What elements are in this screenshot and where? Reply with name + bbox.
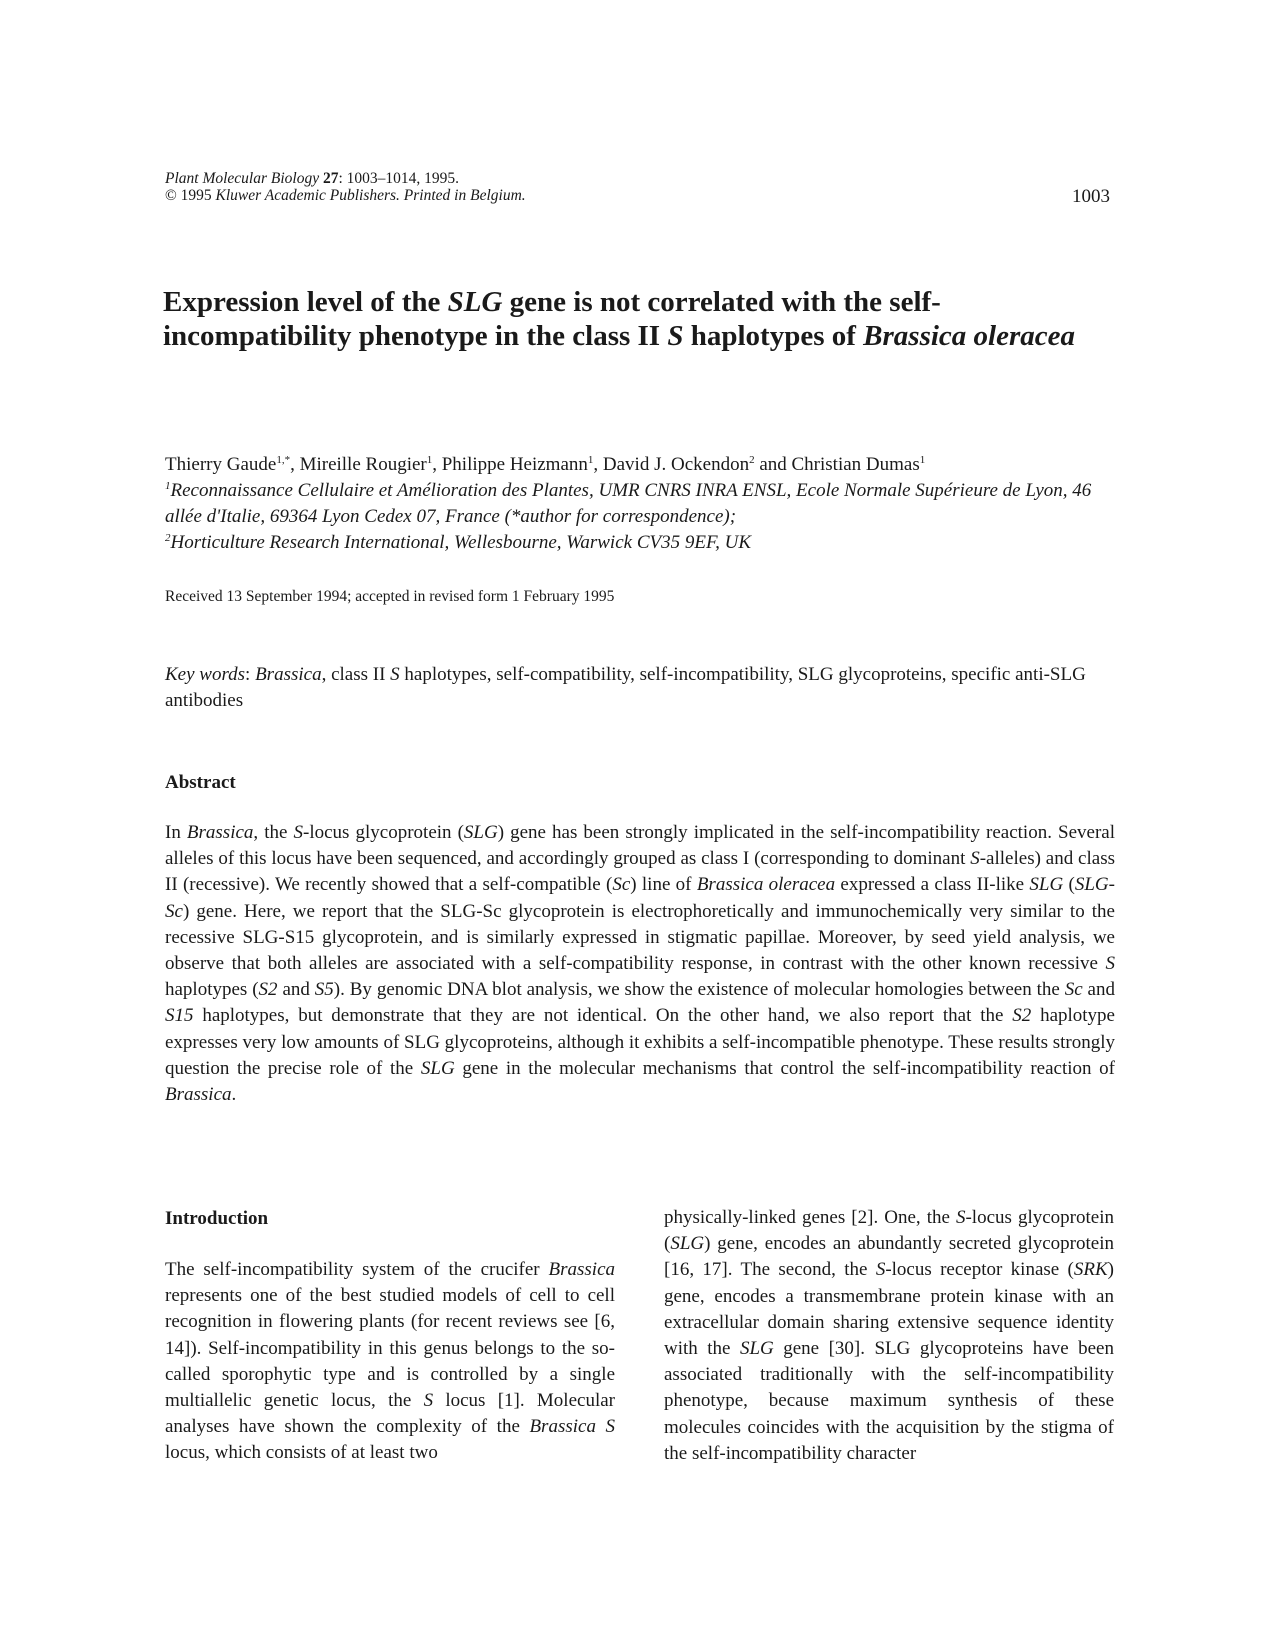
journal-pages-year: : 1003–1014, 1995. [338, 170, 460, 187]
paper-title [163, 285, 1123, 353]
introduction-column-left: The self-incompatibility system of the crucifer Brassica represents one of the best studied models of cell to cell recognition in flowering plants (for recent reviews see [6, 14]). Self-incompatibility in this genus belongs to the so-called sporophytic type and is controlled by a single multiallelic genetic locus, the S locus [1]. Molecular analyses have shown the complexity of the Brassica S locus, which consists of at least two [165, 1259, 615, 1464]
keyword: S [390, 664, 400, 685]
author-affil-mark: 2 [749, 454, 755, 466]
received-dates: Received 13 September 1994; accepted in revised form 1 February 1995 [165, 588, 615, 605]
author-affil-mark: 1,* [276, 454, 291, 466]
affiliation-1: Reconnaissance Cellulaire et Amélioration des Plantes, UMR CNRS INRA ENSL, Ecole Normale Supérieure de Lyon, 46 allée d'Italie, 69364 Lyon Cedex 07, France (*author for correspondence); [165, 480, 1092, 527]
keywords [165, 662, 1115, 714]
author-name: , Philippe Heizmann [432, 454, 588, 475]
keyword: haplotypes, self-compatibility, self-incompatibility, SLG glycoproteins, specific anti-SLG antibodies [165, 664, 1086, 711]
introduction-column-right: physically-linked genes [2]. One, the S-locus glycoprotein (SLG) gene, encodes an abundantly secreted glycoprotein [16, 17]. The second, the S-locus receptor kinase (SRK) gene, encodes a transmembrane protein kinase with an extracellular domain sharing extensive sequence identity with the SLG gene [30]. SLG glycoproteins have been associated traditionally with the self-incompatibility phenotype, because maximum synthesis of these molecules coincides with the acquisition by the stigma of the self-incompatibility character [664, 1207, 1114, 1464]
title-species: Brassica oleracea [863, 320, 1075, 352]
copyright-symbol: © [165, 187, 177, 204]
author-name: Thierry Gaude [165, 454, 277, 475]
affiliation-mark: 1 [165, 480, 171, 492]
journal-name: Plant Molecular Biology [165, 170, 320, 187]
author-name: and Christian Dumas [754, 454, 920, 475]
title-text: haplotypes of [683, 320, 864, 352]
affiliation-2: Horticulture Research International, Wellesbourne, Warwick CV35 9EF, UK [170, 532, 752, 553]
title-gene: SLG [447, 286, 503, 318]
author-list [165, 452, 1125, 478]
abstract-heading: Abstract [165, 772, 236, 793]
author-affil-mark: 1 [919, 454, 926, 466]
keywords-label: Key words [165, 664, 246, 685]
affiliation-mark: 2 [165, 532, 171, 544]
author-name: , Mireille Rougier [290, 454, 427, 475]
journal-header [165, 170, 526, 204]
page-number: 1003 [1072, 186, 1110, 207]
keyword: Brassica [255, 664, 322, 685]
title-text: Expression level of the [163, 286, 448, 318]
title-s: S [667, 320, 684, 352]
journal-volume: 27 [322, 170, 339, 187]
author-affil-mark: 1 [587, 454, 594, 466]
keywords-colon: : [245, 664, 256, 685]
keyword: , class II [321, 664, 391, 685]
author-name: , David J. Ockendon [593, 454, 750, 475]
affiliations [165, 478, 1125, 556]
introduction-heading: Introduction [165, 1208, 269, 1229]
publisher-line: Kluwer Academic Publishers. Printed in Belgium. [215, 187, 526, 204]
abstract-text: In Brassica, the S-locus glycoprotein (SLG) gene has been strongly implicated in the self-incompatibility reaction. Several alleles of this locus have been sequenced, and accordingly grouped as class I (corresponding to dominant S-alleles) and class II (recessive). We recently showed that a self-compatible (Sc) line of Brassica oleracea expressed a class II-like SLG (SLG-Sc) gene. Here, we report that the SLG-Sc glycoprotein is electrophoretically and immunochemically very similar to the recessive SLG-S15 glycoprotein, and is similarly expressed in stigmatic papillae. Moreover, by seed yield analysis, we observe that both alleles are associated with a self-compatibility response, in contrast with the other known recessive S haplotypes (S2 and S5). By genomic DNA blot analysis, we show the existence of molecular homologies between the Sc and S15 haplotypes, but demonstrate that they are not identical. On the other hand, we also report that the S2 haplotype expresses very low amounts of SLG glycoproteins, although it exhibits a self-incompatible phenotype. These results strongly question the precise role of the SLG gene in the molecular mechanisms that control the self-incompatibility reaction of Brassica. [165, 822, 1115, 1106]
title-text: gene is not correlated with the self-incompatibility phenotype in the class II [163, 286, 941, 352]
author-affil-mark: 1 [426, 454, 433, 466]
copyright-year: 1995 [176, 187, 216, 204]
